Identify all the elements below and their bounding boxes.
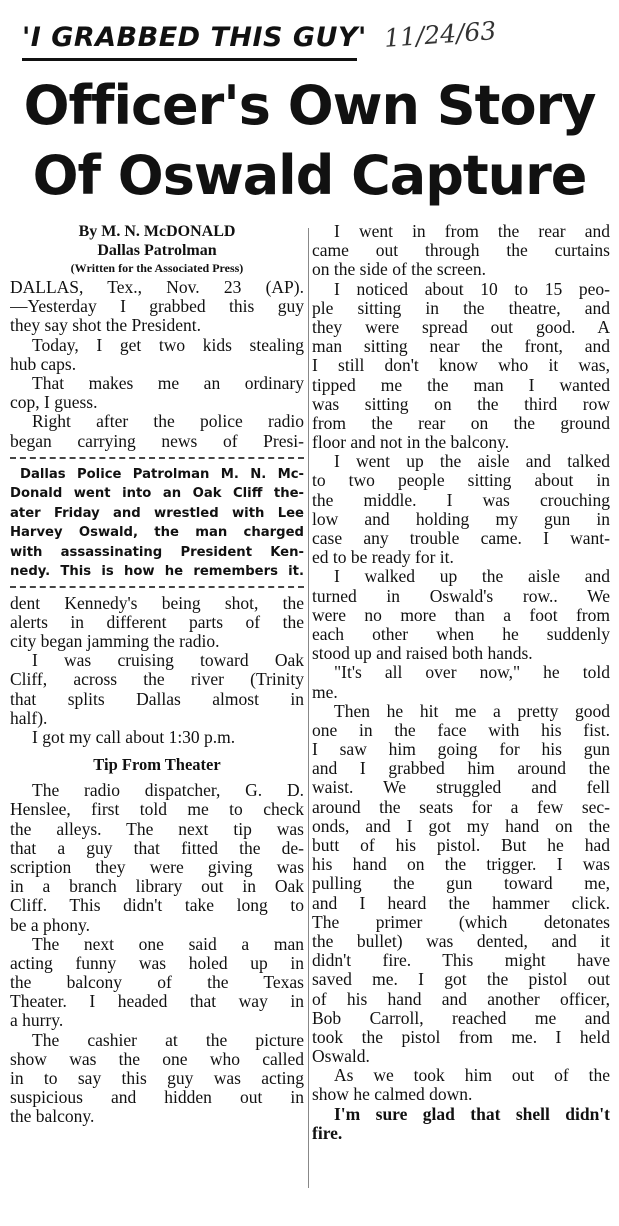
text-line: took the pistol from me. I held: [312, 1027, 610, 1047]
left-middle-text: [10, 594, 304, 748]
text-line: in a branch library out in Oak: [10, 877, 304, 897]
editor-note-line: Dallas Police Patrolman M. N. Mc-: [20, 466, 304, 482]
text-line: As we took him out of the: [334, 1066, 610, 1086]
text-line: me.: [312, 682, 338, 702]
text-line: I saw him going for his gun: [312, 740, 610, 760]
text-line: I still don't know who it was,: [312, 356, 610, 376]
subhead: Tip From Theater: [93, 755, 221, 775]
text-line: I was cruising toward Oak: [32, 651, 304, 671]
text-line: waist. We struggled and fell: [312, 778, 610, 798]
text-line: butt of his pistol. But he had: [312, 836, 610, 855]
text-line: alerts in different parts of the: [10, 612, 304, 632]
text-line: Bob Carroll, reached me and: [312, 1008, 610, 1028]
text-line: were no more than a foot from: [312, 605, 610, 625]
text-line: of his hand and another officer,: [312, 989, 610, 1009]
text-line: dent Kennedy's being shot, the: [10, 593, 304, 613]
text-line: the middle. I was crouching: [312, 490, 610, 510]
byline-title: Dallas Patrolman: [97, 242, 217, 259]
kicker-headline: 'I GRABBED THIS GUY': [22, 22, 367, 53]
text-line: floor and not in the balcony.: [312, 433, 510, 453]
text-line: Theater. I headed that way in: [10, 992, 304, 1012]
text-line: man sitting near the front, and: [312, 337, 610, 357]
text-line: I went in from the rear and: [334, 222, 610, 241]
text-line: turned in Oswald's row.. We: [312, 586, 610, 606]
text-line: hub caps.: [10, 354, 77, 374]
editor-note-line: nedy. This is how he remembers it.: [10, 564, 304, 580]
text-line: in to say this guy was acting: [10, 1069, 304, 1088]
text-line: that a guy that fitted the de-: [10, 838, 304, 858]
text-line: Then he hit me a pretty good: [334, 701, 610, 721]
handwritten-date: 11/24/63: [383, 16, 498, 53]
text-line: DALLAS, Tex., Nov. 23 (AP).: [10, 278, 304, 297]
editor-note-line: Donald went into an Oak Cliff the-: [10, 486, 304, 502]
left-top-text: [10, 278, 304, 451]
text-line: The primer (which detonates: [312, 912, 610, 932]
text-line: city began jamming the radio.: [10, 632, 220, 652]
text-line: I'm sure glad that shell didn't: [334, 1104, 610, 1124]
headline-line-1: Officer's Own Story: [23, 74, 596, 137]
text-line: one in the face with his fist.: [312, 720, 610, 740]
text-line: around the seats for a few sec-: [312, 797, 610, 817]
byline-name: By M. N. McDONALD: [78, 223, 236, 240]
text-line: The radio dispatcher, G. D.: [32, 781, 304, 801]
text-line: I noticed about 10 to 15 peo-: [334, 279, 610, 299]
text-line: I got my call about 1:30 p.m.: [32, 728, 236, 747]
text-line: Oswald.: [312, 1047, 370, 1067]
kicker-underline: [22, 58, 357, 61]
text-line: The next one said a man: [32, 934, 304, 954]
text-line: be a phony.: [10, 915, 91, 935]
text-line: from the rear on the ground: [312, 413, 610, 433]
text-line: began carrying news of Presi-: [10, 431, 304, 451]
text-line: cop, I guess.: [10, 393, 98, 413]
text-line: fire.: [312, 1123, 343, 1143]
text-line: case any trouble came. I want-: [312, 529, 610, 548]
text-line: ed to be ready for it.: [312, 548, 454, 568]
text-line: Cliff. This didn't take long to: [10, 896, 304, 916]
text-line: and I heard the hammer click.: [312, 893, 610, 913]
text-line: Right after the police radio: [32, 412, 304, 432]
byline-credit: (Written for the Associated Press): [70, 261, 244, 275]
text-line: half).: [10, 708, 48, 728]
text-line: and I grabbed him around the: [312, 759, 610, 779]
text-line: they say shot the President.: [10, 316, 202, 336]
text-line: on the side of the screen.: [312, 260, 486, 280]
text-line: that splits Dallas almost in: [10, 689, 304, 709]
text-line: the balcony of the Texas: [10, 973, 304, 993]
editor-note-line: with assassinating President Ken-: [10, 544, 304, 560]
text-line: his hand on the trigger. I was: [312, 855, 610, 875]
text-line: Henslee, first told me to check: [10, 800, 304, 820]
text-line: "It's all over now," he told: [334, 663, 610, 683]
text-line: Today, I get two kids stealing: [32, 335, 304, 355]
text-line: saved me. I got the pistol out: [312, 970, 610, 990]
text-line: That makes me an ordinary: [32, 373, 304, 393]
text-line: —Yesterday I grabbed this guy: [10, 297, 304, 317]
text-line: the balcony.: [10, 1107, 95, 1127]
text-line: low and holding my gun in: [312, 509, 610, 529]
text-line: came out through the curtains: [312, 241, 610, 261]
right-column: [312, 222, 610, 1143]
text-line: show he calmed down.: [312, 1085, 473, 1105]
editor-note-box: [10, 457, 304, 588]
text-line: they were spread out good. A: [312, 317, 610, 337]
text-line: a hurry.: [10, 1011, 64, 1031]
text-line: suspicious and hidden out in: [10, 1088, 304, 1108]
text-line: The cashier at the picture: [32, 1030, 304, 1050]
editor-note-line: Harvey Oswald, the man charged: [10, 525, 304, 541]
text-line: acting funny was holed up in: [10, 953, 304, 973]
text-line: ple sitting in the theatre, and: [312, 298, 610, 318]
editor-note-line: ater Friday and wrestled with Lee: [10, 505, 304, 521]
text-line: tipped me the man I wanted: [312, 375, 610, 395]
text-line: each other when he suddenly: [312, 624, 610, 644]
text-line: the bullet) was dented, and it: [312, 931, 610, 951]
text-line: was sitting on the third row: [312, 394, 610, 414]
left-column: [10, 222, 304, 1127]
text-line: scription they were giving was: [10, 857, 304, 877]
text-line: stood up and raised both hands.: [312, 644, 533, 664]
text-line: the alleys. The next tip was: [10, 819, 304, 839]
text-line: I went up the aisle and talked: [334, 452, 610, 472]
text-line: to two people sitting about in: [312, 471, 610, 491]
text-line: Cliff, across the river (Trinity: [10, 670, 304, 690]
text-line: onds, and I got my hand on the: [312, 816, 610, 836]
text-line: show was the one who called: [10, 1049, 304, 1069]
column-divider: [308, 228, 309, 1188]
headline-line-2: Of Oswald Capture: [32, 144, 587, 207]
text-line: didn't fire. This might have: [312, 951, 610, 971]
text-line: pulling the gun toward me,: [312, 874, 610, 894]
left-bottom-text: [10, 781, 304, 1126]
text-line: I walked up the aisle and: [334, 567, 610, 587]
